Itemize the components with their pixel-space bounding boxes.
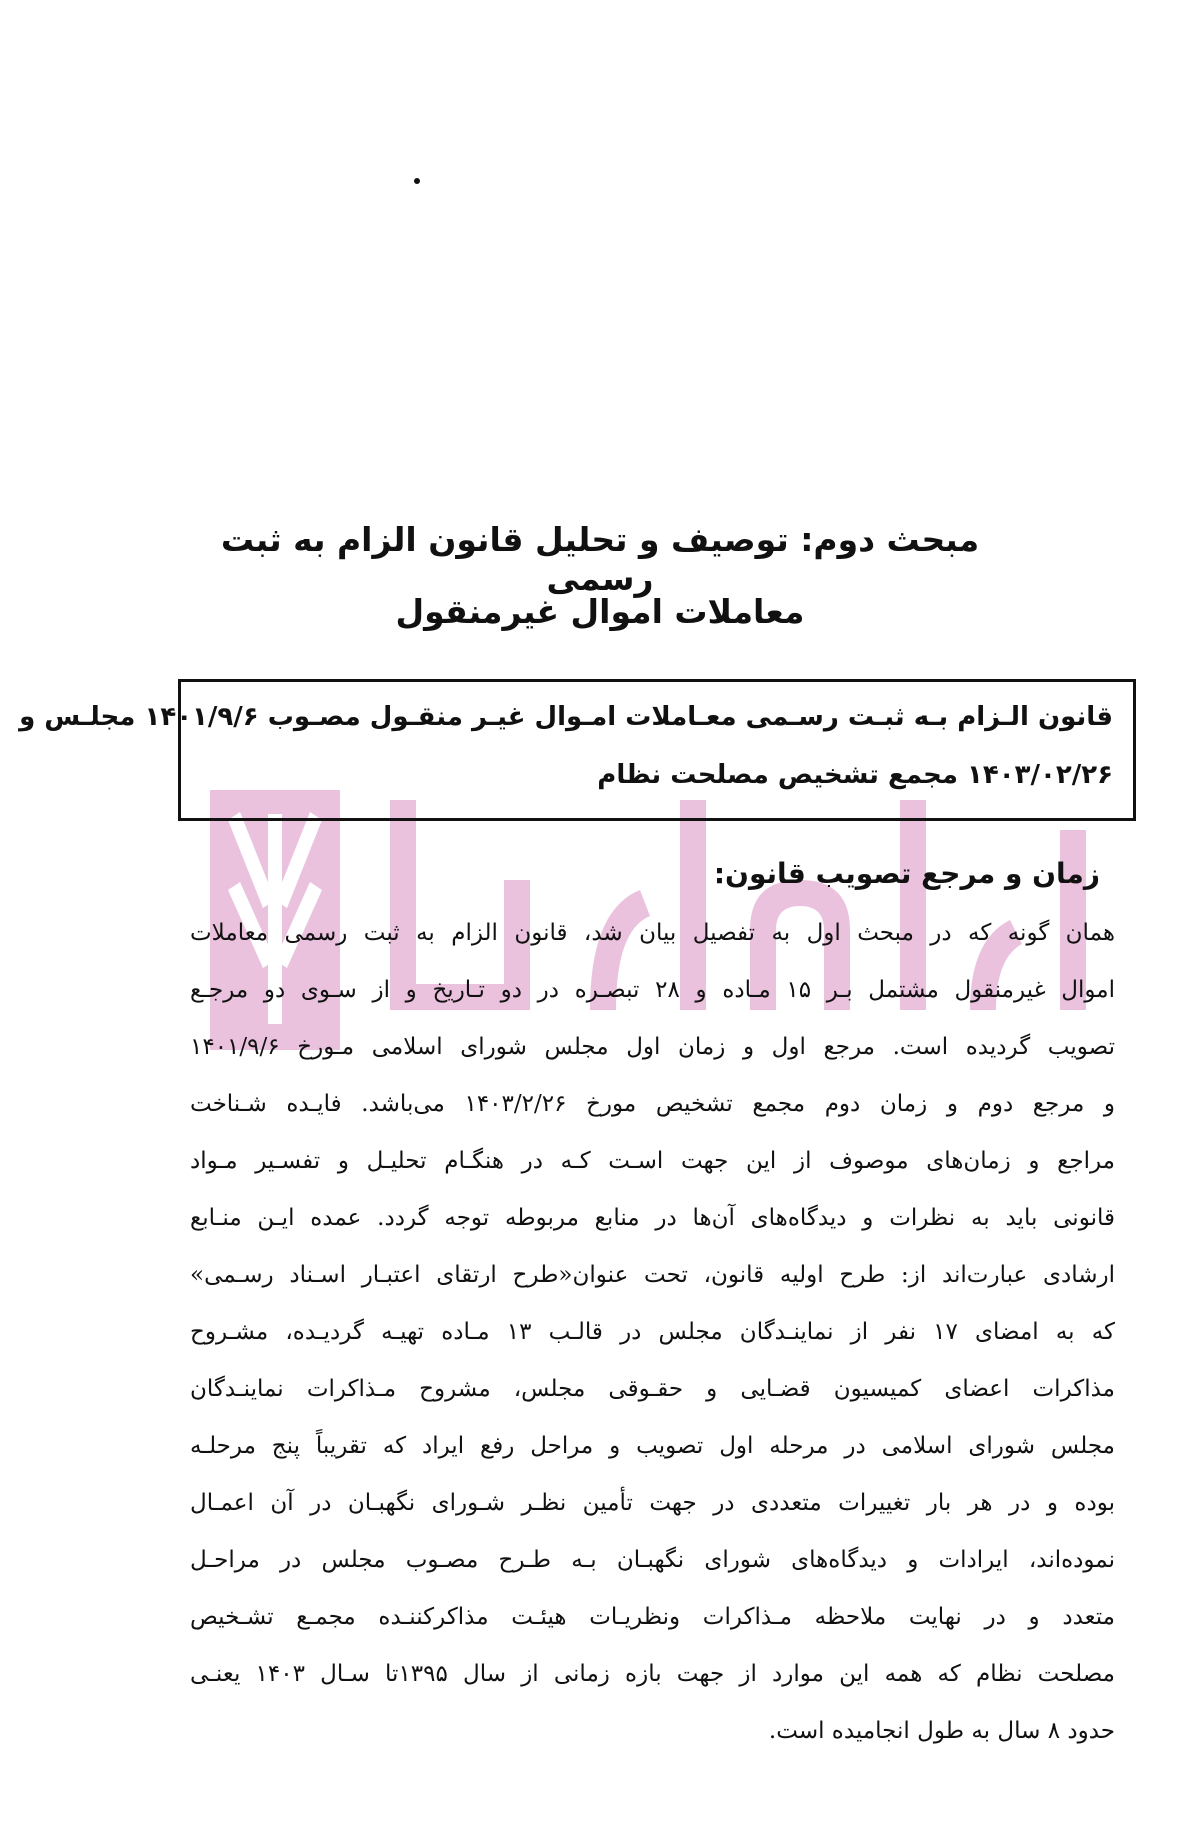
section-heading-line-1: مبحث دوم: توصیف و تحلیل قانون الزام به ثبت رسمی [220,520,980,598]
law-title-box [19,679,1136,821]
paragraph-line: اموال غیرمنقول مشتمل بـر ۱۵ مـاده و ۲۸ تبصـره در دو تـاریخ و از سـوی دو مرجـع [190,977,1115,1003]
subsection-heading: زمان و مرجع تصویب قانون: [713,857,1100,890]
ink-dot [414,178,420,184]
paragraph-line: بوده و در هر بار تغییرات متعددی در جهت تأمین نظـر شـورای نگهبـان در آن اعمـال [190,1490,1115,1516]
law-title-line-1: قانون الـزام بـه ثبـت رسـمی معـاملات امـوال غیـر منقـول مصـوب ۱۴۰۱/۹/۶ مجلـس و [19,702,1113,732]
paragraph-line: متعدد و در نهایت ملاحظه مـذاکرات ونظریـات هیئـت مذاکرکننـده مجمـع تشـخیص [190,1604,1115,1630]
paragraph-line: مراجع و زمان‌های موصوف از این جهت اسـت کـه در هنگـام تحلیـل و تفسـیر مـواد [190,1148,1115,1174]
paragraph-line: مجلس شورای اسلامی در مرحله اول تصویب و مراحل رفع ایراد که تقریباً پنج مرحلـه [190,1433,1115,1459]
section-heading-line-2: معاملات اموال غیرمنقول [395,592,805,631]
paragraph-line: و مرجع دوم و زمان دوم مجمع تشخیص مورخ ۱۴۰۳/۲/۲۶ می‌باشد. فایـده شـناخت [190,1091,1116,1117]
paragraph-line: همان گونه که در مبحث اول به تفصیل بیان شد، قانون الزام به ثبت رسمی معاملات [190,920,1115,946]
law-title-line-2: ۱۴۰۳/۰۲/۲۶ مجمع تشخیص مصلحت نظام [597,760,1113,790]
paragraph-line: تصویب گردیده است. مرجع اول و زمان اول مجلس شورای اسلامی مـورخ ۱۴۰۱/۹/۶ [190,1034,1115,1060]
paragraph-line: نموده‌اند، ایرادات و دیدگاه‌های شورای نگهبـان بـه طـرح مصـوب مجلس در مراحـل [190,1547,1115,1573]
paragraph-line: مذاکرات اعضای کمیسیون قضـایی و حقـوقی مجلس، مشروح مـذاکرات نماینـدگان [190,1376,1115,1402]
paragraph-line: ارشادی عبارت‌اند از: طرح اولیه قانون، تحت عنوان«طرح ارتقای اعتبـار اسـناد رسـمی» [190,1262,1115,1288]
paragraph-line: حدود ۸ سال به طول انجامیده است. [768,1718,1115,1744]
paragraph-line: که به امضای ۱۷ نفر از نماینـدگان مجلس در قالـب ۱۳ مـاده تهیـه گردیـده، مشـروح [190,1319,1115,1345]
paragraph-line: قانونی باید به نظرات و دیدگاه‌های آن‌ها در منابع مربوطه توجه گردد. عمده ایـن منـابع [190,1205,1115,1231]
paragraph-line: مصلحت نظام که همه این موارد از جهت بازه زمانی از سال ۱۳۹۵تا سـال ۱۴۰۳ یعنـی [190,1661,1115,1687]
